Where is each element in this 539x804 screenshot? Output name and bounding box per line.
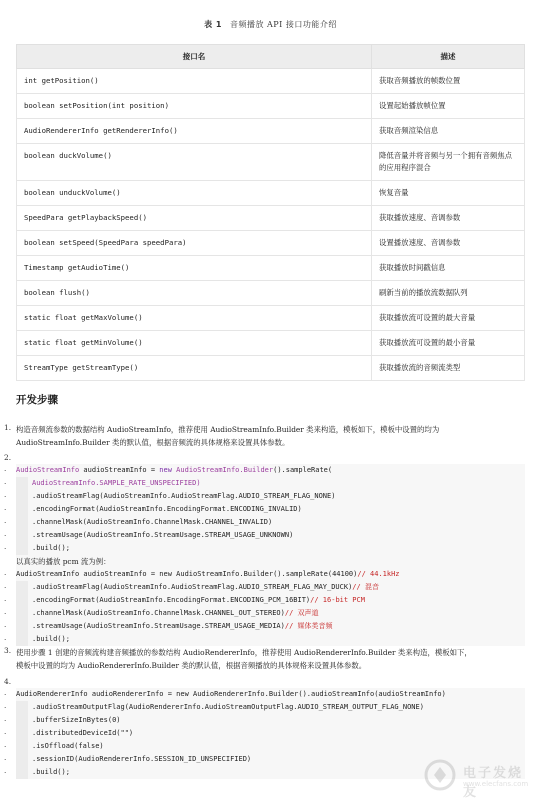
code-line	[16, 620, 525, 633]
code-line	[16, 516, 525, 529]
code-token: .bufferSizeInBytes(0)	[32, 716, 121, 724]
api-name: Timestamp getAudioTime()	[17, 256, 372, 281]
line-marker: .	[4, 633, 7, 642]
table-caption-text: 音频播放 API 接口功能介绍	[229, 20, 337, 29]
code-comment: // 44.1kHz	[357, 570, 400, 578]
step-1-line-2: AudioStreamInfo.Builder 类的默认值，根据音频流的具体规格来设置具体参数。	[16, 438, 290, 447]
watermark-url: www.elecfans.com	[463, 780, 529, 788]
code-comment: // 媒体类音频	[284, 622, 333, 630]
api-name: boolean unduckVolume()	[17, 181, 372, 206]
code-line	[16, 477, 525, 490]
api-name: AudioRendererInfo getRendererInfo()	[17, 119, 372, 144]
code-token: AudioStreamInfo audioStreamInfo = new AudioStreamInfo.Builder().sampleRate(44100)	[16, 570, 358, 578]
api-name: SpeedPara getPlaybackSpeed()	[17, 206, 372, 231]
table-row	[17, 206, 525, 231]
code-line	[16, 688, 525, 701]
watermark-logo	[423, 758, 533, 800]
api-name: int getPosition()	[17, 69, 372, 94]
table-row	[17, 331, 525, 356]
code-token: .audioStreamOutputFlag(AudioRendererInfo.AudioStreamOutputFlag.AUDIO_STREAM_OUTPUT_FLAG_NONE)	[32, 703, 424, 711]
line-marker: .	[4, 464, 7, 473]
line-marker: .	[4, 727, 7, 736]
code-line	[16, 568, 525, 581]
api-desc: 获取播放时间戳信息	[372, 256, 525, 281]
code-line: AudioStreamInfo audioStreamInfo = new AudioStreamInfo.Builder().sampleRate(	[16, 466, 333, 474]
step-number-3: 3.	[4, 646, 12, 655]
code-line	[16, 714, 525, 727]
code-token: .channelMask(AudioStreamInfo.ChannelMask.CHANNEL_OUT_STEREO)	[32, 609, 285, 617]
code-comment: // 混音	[352, 583, 379, 591]
line-marker: .	[4, 766, 7, 775]
api-desc: 设置播放速度、音调参数	[372, 231, 525, 256]
code-token: .streamUsage(AudioStreamInfo.StreamUsage.STREAM_USAGE_UNKNOWN)	[32, 531, 294, 539]
line-marker: .	[4, 529, 7, 538]
step-number-1: 1.	[4, 423, 12, 432]
step-3-line-2: 模板中设置的均为 AudioRendererInfo.Builder 类的默认值，根据音频播放的具体规格来设置具体参数。	[16, 661, 367, 670]
code-line	[16, 701, 525, 714]
example-label: 以真实的播放 pcm 流为例：	[16, 557, 111, 566]
table-row	[17, 119, 525, 144]
code-line	[16, 581, 525, 594]
step-number-4: 4.	[4, 677, 12, 686]
code-line	[16, 555, 525, 568]
code-token: .audioStreamFlag(AudioStreamInfo.AudioStreamFlag.AUDIO_STREAM_FLAG_NONE)	[32, 492, 336, 500]
code-block-stream-info-default	[16, 464, 525, 646]
api-desc: 降低音量并将音频与另一个拥有音频焦点的应用程序混合	[372, 144, 525, 181]
code-token: .build();	[32, 544, 70, 552]
code-token: .distributedDeviceId("")	[32, 729, 134, 737]
watermark-icon	[423, 758, 457, 792]
code-comment: // 16-bit PCM	[310, 596, 365, 604]
line-marker: .	[4, 594, 7, 603]
code-line	[16, 594, 525, 607]
api-desc: 获取播放流的音频流类型	[372, 356, 525, 381]
line-marker: .	[4, 490, 7, 499]
line-marker: .	[4, 714, 7, 723]
api-desc: 获取播放流可设置的最小音量	[372, 331, 525, 356]
col-header-api: 接口名	[17, 45, 372, 69]
code-token: .channelMask(AudioStreamInfo.ChannelMask.CHANNEL_INVALID)	[32, 518, 273, 526]
code-line	[16, 542, 525, 555]
table-row	[17, 94, 525, 119]
api-name: boolean setSpeed(SpeedPara speedPara)	[17, 231, 372, 256]
line-marker: .	[4, 568, 7, 577]
code-line	[16, 490, 525, 503]
table-caption	[16, 19, 525, 30]
line-marker: .	[4, 620, 7, 629]
step-3-text	[16, 646, 528, 672]
table-row	[17, 306, 525, 331]
step-3-line-1: 使用步骤 1 创建的音频流构建音频播放的参数结构 AudioRendererInfo，推荐使用 AudioRendererInfo.Builder 类来构造，模板如下，	[16, 648, 472, 657]
code-comment: // 双声道	[284, 609, 319, 617]
table-row	[17, 231, 525, 256]
step-number-2: 2.	[4, 453, 12, 462]
line-marker: .	[4, 581, 7, 590]
code-token: .build();	[32, 768, 70, 776]
api-desc: 获取音频渲染信息	[372, 119, 525, 144]
api-table	[16, 44, 525, 381]
code-token: .streamUsage(AudioStreamInfo.StreamUsage.STREAM_USAGE_MEDIA)	[32, 622, 285, 630]
table-row	[17, 144, 525, 181]
line-marker: .	[4, 607, 7, 616]
code-token: .build();	[32, 635, 70, 643]
step-1-text	[16, 423, 528, 449]
api-name: boolean duckVolume()	[17, 144, 372, 181]
line-marker: .	[4, 740, 7, 749]
api-desc: 设置起始播放帧位置	[372, 94, 525, 119]
code-token: .isOffload(false)	[32, 742, 104, 750]
code-token: .audioStreamFlag(AudioStreamInfo.AudioStreamFlag.AUDIO_STREAM_FLAG_MAY_DUCK)	[32, 583, 353, 591]
code-line	[16, 727, 525, 740]
line-marker: .	[4, 516, 7, 525]
code-line	[16, 740, 525, 753]
step-1-line-1: 构造音频流参数的数据结构 AudioStreamInfo，推荐使用 AudioStreamInfo.Builder 类来构造，模板如下，模板中设置的均为	[16, 425, 440, 434]
code-line	[16, 607, 525, 620]
api-name: static float getMinVolume()	[17, 331, 372, 356]
line-marker: .	[4, 753, 7, 762]
section-title: 开发步骤	[16, 394, 58, 406]
code-token: AudioRendererInfo audioRendererInfo = new AudioRendererInfo.Builder().audioStreamInfo(audioStreamInfo)	[16, 690, 446, 698]
api-desc: 恢复音量	[372, 181, 525, 206]
code-token: .encodingFormat(AudioStreamInfo.EncodingFormat.ENCODING_INVALID)	[32, 505, 302, 513]
watermark-text: 电子发烧友	[463, 766, 524, 800]
code-line	[16, 529, 525, 542]
table-row	[17, 69, 525, 94]
line-marker: .	[4, 688, 7, 697]
col-header-desc: 描述	[372, 45, 525, 69]
api-desc: 获取播放流可设置的最大音量	[372, 306, 525, 331]
line-marker: .	[4, 503, 7, 512]
api-name: boolean setPosition(int position)	[17, 94, 372, 119]
line-marker: .	[4, 701, 7, 710]
table-row	[17, 281, 525, 306]
api-desc: 刷新当前的播放流数据队列	[372, 281, 525, 306]
table-caption-label: 表 1	[204, 20, 222, 29]
code-line	[16, 503, 525, 516]
api-name: boolean flush()	[17, 281, 372, 306]
line-marker: .	[4, 477, 7, 486]
table-row	[17, 181, 525, 206]
table-row	[17, 256, 525, 281]
api-name: StreamType getStreamType()	[17, 356, 372, 381]
api-name: static float getMaxVolume()	[17, 306, 372, 331]
table-row	[17, 356, 525, 381]
api-desc: 获取播放速度、音调参数	[372, 206, 525, 231]
code-token: .sessionID(AudioRendererInfo.SESSION_ID_UNSPECIFIED)	[32, 755, 252, 763]
code-token: .encodingFormat(AudioStreamInfo.EncodingFormat.ENCODING_PCM_16BIT)	[32, 596, 311, 604]
code-line	[16, 633, 525, 646]
line-marker: .	[4, 542, 7, 551]
code-token: AudioStreamInfo.SAMPLE_RATE_UNSPECIFIED)	[32, 479, 201, 487]
api-desc: 获取音频播放的帧数位置	[372, 69, 525, 94]
